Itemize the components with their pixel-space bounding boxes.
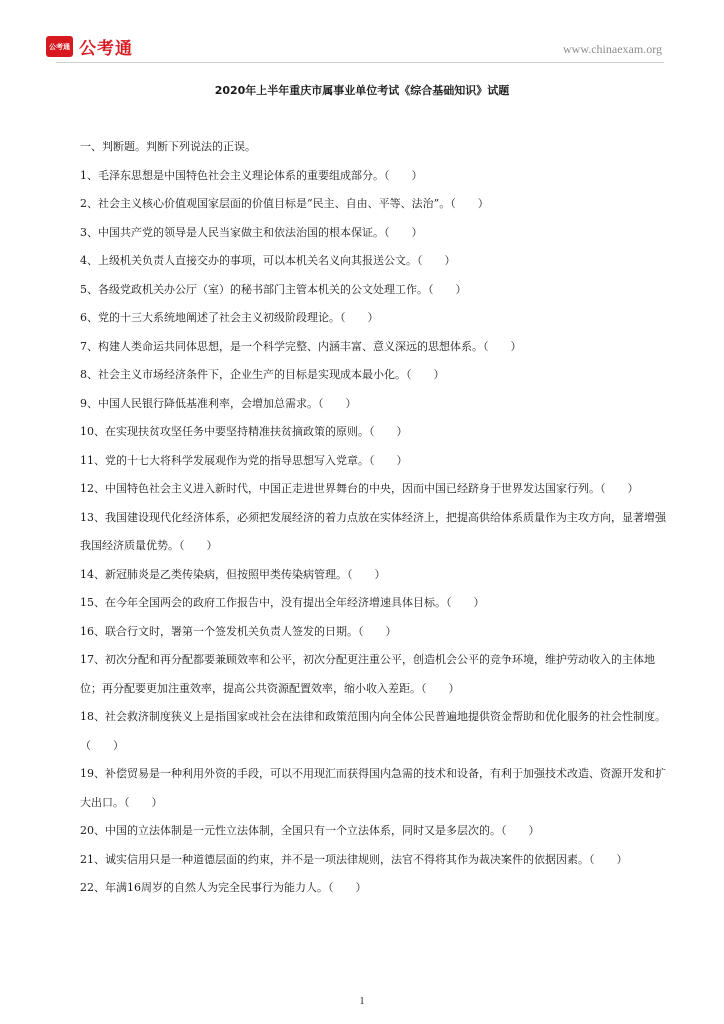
question-item: 19、补偿贸易是一种利用外资的手段，可以不用现汇而获得国内急需的技术和设备，有利于加强技术改造、资源开发和扩大出口。（ ）: [80, 767, 666, 809]
question-item: 5、各级党政机关办公厅（室）的秘书部门主管本机关的公文处理工作。（ ）: [80, 282, 467, 296]
question-item: 15、在今年全国两会的政府工作报告中，没有提出全年经济增速具体目标。（ ）: [80, 596, 485, 609]
question-item: 12、中国特色社会主义进入新时代，中国正走进世界舞台的中央，因而中国已经跻身于世界发达国家行列。（ ）: [80, 482, 639, 495]
question-item: 14、新冠肺炎是乙类传染病，但按照甲类传染病管理。（ ）: [80, 567, 386, 581]
question-item: 20、中国的立法体制是一元性立法体制，全国只有一个立法体系，同时又是多层次的。（ ）: [80, 824, 540, 837]
question-item: 16、联合行文时，署第一个签发机关负责人签发的日期。（ ）: [80, 624, 397, 638]
logo: [46, 34, 133, 59]
logo-badge-icon: 公考通: [46, 36, 73, 57]
question-item: 17、初次分配和再分配都要兼顾效率和公平，初次分配更注重公平，创造机会公平的竞争环境，维护劳动收入的主体地位；再分配要更加注重效率，提高公共资源配置效率，缩小收入差距。（ ）: [80, 653, 655, 695]
question-item: 18、社会救济制度狭义上是指国家或社会在法律和政策范围内向全体公民普遍地提供资金帮助和优化服务的社会性制度。（ ）: [80, 710, 666, 752]
document-body: [59, 133, 667, 903]
question-item: 3、中国共产党的领导是人民当家做主和依法治国的根本保证。（ ）: [80, 225, 423, 239]
header-divider: [56, 62, 664, 63]
page-header: [0, 0, 724, 64]
document-title: 2020年上半年重庆市属事业单位考试《综合基础知识》试题: [214, 84, 510, 97]
logo-text: 公考通: [79, 39, 133, 59]
question-item: 1、毛泽东思想是中国特色社会主义理论体系的重要组成部分。（ ）: [80, 168, 423, 182]
question-item: 9、中国人民银行降低基准利率，会增加总需求。（ ）: [80, 396, 357, 410]
question-item: 4、上级机关负责人直接交办的事项，可以本机关名义向其报送公文。（ ）: [80, 254, 456, 267]
question-item: 21、诚实信用只是一种道德层面的约束，并不是一项法律规则，法官不得将其作为裁决案件的依据因素。（ ）: [80, 852, 628, 866]
question-list: [59, 162, 667, 903]
question-item: 2、社会主义核心价值观国家层面的价值目标是“民主、自由、平等、法治”。（ ）: [80, 197, 489, 210]
question-item: 13、我国建设现代化经济体系，必须把发展经济的着力点放在实体经济上，把提高供给体系质量作为主攻方向，显著增强我国经济质量优势。（ ）: [80, 510, 666, 552]
question-item: 6、党的十三大系统地阐述了社会主义初级阶段理论。（ ）: [80, 311, 379, 324]
question-item: 7、构建人类命运共同体思想，是一个科学完整、内涵丰富、意义深远的思想体系。（ ）: [80, 339, 522, 353]
site-url: www.chinaexam.org: [563, 42, 662, 56]
question-item: 10、在实现扶贫攻坚任务中要坚持精准扶贫摘政策的原则。（ ）: [80, 425, 408, 438]
question-item: 8、社会主义市场经济条件下，企业生产的目标是实现成本最小化。（ ）: [80, 368, 445, 381]
question-item: 11、党的十七大将科学发展观作为党的指导思想写入党章。（ ）: [80, 453, 408, 467]
section-heading: 一、判断题。判断下列说法的正误。: [80, 140, 256, 153]
page-number: 1: [359, 996, 365, 1007]
question-item: 22、年满16周岁的自然人为完全民事行为能力人。（ ）: [80, 881, 367, 894]
